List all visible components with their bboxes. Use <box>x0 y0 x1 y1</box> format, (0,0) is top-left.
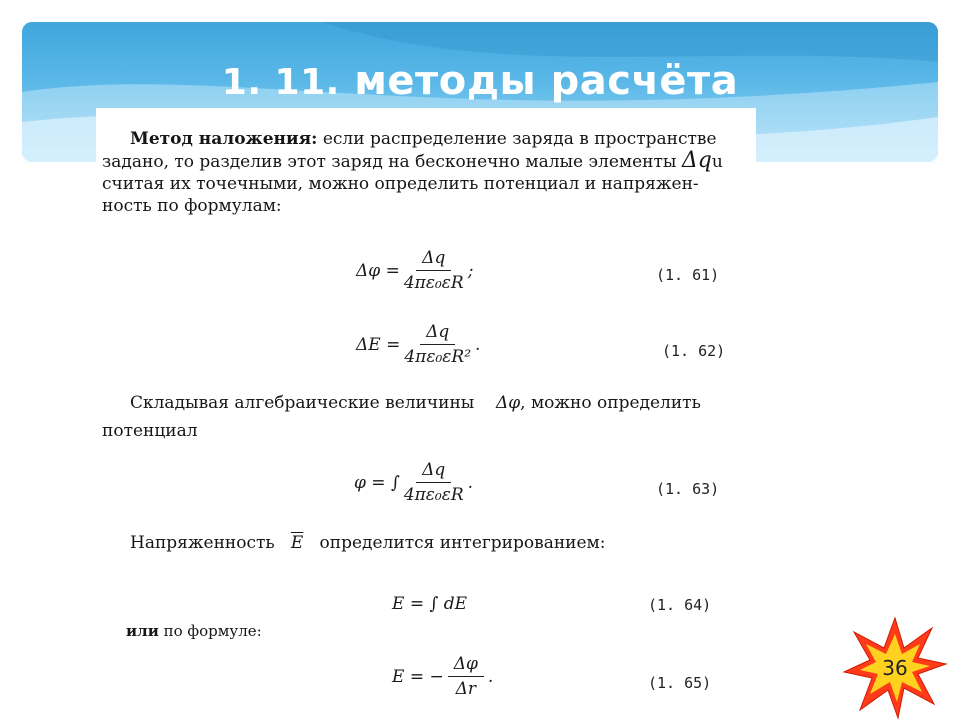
formula-lhs: Δφ = <box>356 260 400 281</box>
denominator: 4πε₀εR <box>403 273 464 293</box>
formula-lhs: φ = ∫ <box>354 472 400 493</box>
delta-q-symbol: Δq <box>681 148 712 173</box>
equation-number-1-64: (1. 64) <box>648 596 712 614</box>
numerator: Δq <box>416 460 451 483</box>
delta-phi-symbol: Δφ <box>495 393 521 413</box>
slide-title-number: 1. 11. <box>221 62 340 103</box>
formula-lhs: E = − <box>392 666 444 687</box>
numerator: Δφ <box>448 654 484 677</box>
text-fragment: по формуле: <box>158 622 262 640</box>
formula-lhs: ΔE = <box>356 334 401 355</box>
fraction <box>448 654 484 699</box>
formula-1-65 <box>392 654 493 699</box>
scanned-page <box>96 108 756 720</box>
text-fragment: или <box>126 622 159 640</box>
formula-tail: . <box>487 666 494 687</box>
paragraph-or-formula <box>126 620 262 642</box>
text-line: потенциал <box>102 421 198 441</box>
denominator: 4πε₀εR² <box>404 347 472 367</box>
paragraph-superposition <box>102 128 760 217</box>
method-heading: Метод наложения: <box>130 129 318 149</box>
paragraph-field-strength <box>130 532 760 554</box>
formula-1-64: E = ∫ dE <box>392 594 468 614</box>
slide-title <box>22 58 938 104</box>
text-line: ность по формулам: <box>102 196 282 216</box>
denominator: 4πε₀εR <box>403 485 464 505</box>
text-line: Складывая алгебраические величины <box>130 393 475 413</box>
text-line: задано, то разделив этот заряд на бесконечно малые элементы <box>102 152 677 172</box>
formula-tail: ; <box>467 260 474 281</box>
equation-number-1-65: (1. 65) <box>648 674 712 692</box>
numerator: Δq <box>420 322 455 345</box>
text-line: если распределение заряда в пространстве <box>317 129 717 149</box>
formula-tail: . <box>475 334 481 355</box>
vector-e-symbol: $\overline{E}$ <box>290 533 304 553</box>
fraction <box>404 248 464 293</box>
formula-1-62 <box>356 322 480 367</box>
denominator: Δr <box>455 679 477 699</box>
text-fragment: определится интегрированием: <box>319 533 606 553</box>
numerator: Δq <box>416 248 451 271</box>
formula-1-63 <box>354 460 473 505</box>
equation-number-1-61: (1. 61) <box>656 266 720 284</box>
text-fragment: , можно определить <box>520 393 701 413</box>
fraction <box>404 460 464 505</box>
fraction <box>404 322 471 367</box>
text-line: считая их точечными, можно определить потенциал и напряжен- <box>102 174 699 194</box>
equation-number-1-63: (1. 63) <box>656 480 720 498</box>
formula-tail: . <box>467 472 474 493</box>
text-fragment: Напряженность <box>130 533 275 553</box>
paragraph-summing <box>102 392 760 442</box>
page-number: 36 <box>882 656 908 680</box>
equation-number-1-62: (1. 62) <box>662 342 726 360</box>
text-fragment: u <box>711 152 723 172</box>
formula-1-61 <box>356 248 473 293</box>
slide-title-text: методы расчёта <box>354 58 739 104</box>
